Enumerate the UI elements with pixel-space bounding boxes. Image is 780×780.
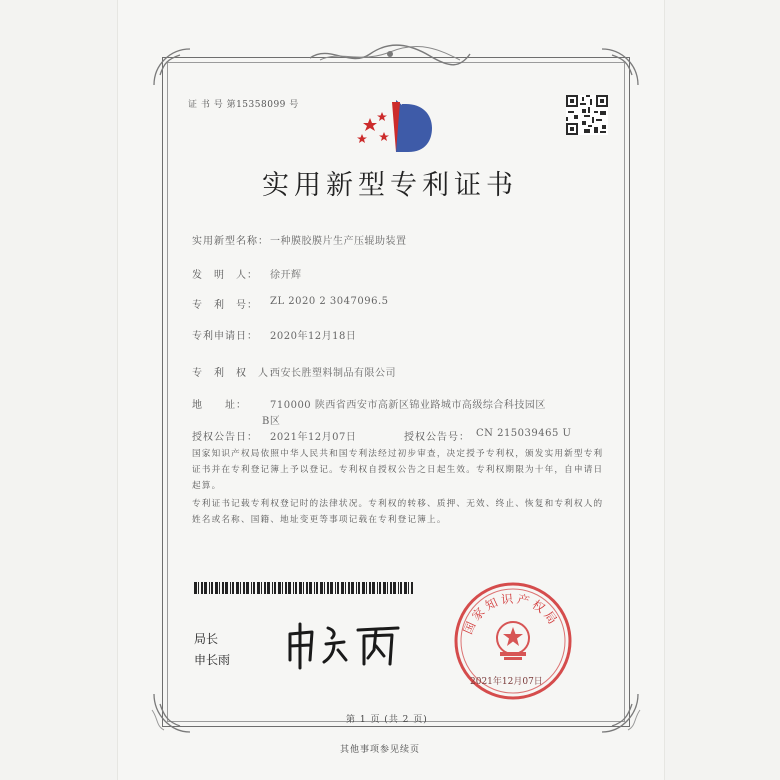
field-value: CN 215039465 U bbox=[476, 428, 572, 439]
certificate-number: 证 书 号 第15358099 号 bbox=[188, 100, 299, 110]
field-value: 徐开辉 bbox=[270, 270, 302, 281]
official-title: 局长 bbox=[194, 632, 219, 646]
certificate-paragraph-2: 专利证书记载专利权登记时的法律状况。专利权的转移、质押、无效、终止、恢复和专利权人的姓名或名称、国籍、地址变更等事项记载在专利登记簿上。 bbox=[192, 499, 604, 525]
field-label: 实用新型名称： bbox=[192, 236, 269, 247]
corner-ornament-bottom-left bbox=[150, 690, 196, 736]
field-label: 专 利 权 人： bbox=[192, 368, 280, 379]
seal-date: 2021年12月07日 bbox=[470, 677, 543, 687]
field-label: 授权公告日： bbox=[192, 432, 258, 443]
bottom-note: 其他事项参见续页 bbox=[340, 745, 421, 755]
field-value: ZL 2020 2 3047096.5 bbox=[270, 296, 389, 307]
qr-code bbox=[566, 95, 608, 135]
field-value: 西安长胜塑料制品有限公司 bbox=[270, 368, 396, 379]
barcode bbox=[194, 582, 416, 594]
corner-ornament-bottom-right bbox=[596, 690, 642, 736]
field-value: 710000 陕西省西安市高新区锦业路城市高级综合科技园区 bbox=[270, 400, 546, 411]
handwritten-signature bbox=[282, 620, 407, 672]
svg-text:国家知识产权局: 国家知识产权局 bbox=[460, 591, 562, 637]
certificate-title: 实用新型专利证书 bbox=[262, 170, 518, 201]
field-label: 发 明 人： bbox=[192, 270, 258, 281]
official-name: 申长雨 bbox=[194, 653, 231, 667]
patent-office-logo bbox=[356, 96, 436, 154]
field-label: 授权公告号： bbox=[404, 432, 470, 443]
field-value: 2020年12月18日 bbox=[270, 331, 357, 342]
field-value: B区 bbox=[262, 416, 281, 427]
page-indicator: 第 1 页 (共 2 页) bbox=[346, 715, 428, 725]
field-label: 地 址： bbox=[192, 400, 247, 411]
corner-ornament-top-right bbox=[596, 45, 642, 91]
field-value: 一种膜胶膜片生产压辊助装置 bbox=[270, 236, 407, 247]
certificate-paragraph-1: 国家知识产权局依照中华人民共和国专利法经过初步审查，决定授予专利权，颁发实用新型专利证书并在专利登记簿上予以登记。专利权自授权公告之日起生效。专利权期限为十年，自申请日起算。 bbox=[192, 449, 604, 491]
field-value: 2021年12月07日 bbox=[270, 432, 357, 443]
top-ornament bbox=[300, 44, 480, 68]
corner-ornament-top-left bbox=[150, 45, 196, 91]
field-label: 专 利 号： bbox=[192, 300, 258, 311]
field-label: 专利申请日： bbox=[192, 331, 258, 342]
